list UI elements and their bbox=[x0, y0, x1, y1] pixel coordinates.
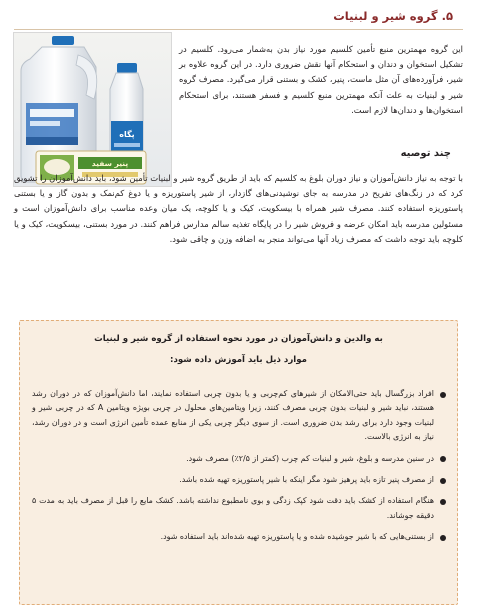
bullet-icon bbox=[440, 499, 446, 505]
bottle-brand-label: پگاه bbox=[119, 130, 135, 139]
bullet-icon bbox=[440, 392, 446, 398]
tips-list-item bbox=[32, 530, 446, 544]
bullet-icon bbox=[440, 478, 446, 484]
bullet-icon bbox=[440, 535, 446, 541]
tips-list-item-text: از بستنی‌هایی که با شیر جوشیده شده و یا پاستوریزه تهیه شده‌اند باید استفاده شود. bbox=[160, 532, 434, 542]
tips-list-item bbox=[32, 452, 446, 466]
recommendations-paragraph: با توجه به نیاز دانش‌آموزان و نیاز دوران بلوغ به کلسیم که باید از طریق گروه شیر و لبنیات تأمین شود، باید دانش‌آموزان را تشویق کرد که در زنگ‌های تفریح در مدرسه به جای نوشیدنی‌های گازدار، از شیر پاستوریزه و یا دوغ کم‌نمک و بدون گاز و یا بستنی پاستوریزه استفاده کنند. مصرف شیر همراه با بیسکویت، کیک و یا کلوچه، یک میان وعده مناسب برای دانش‌آموزان است و مسئولین مدرسه باید امکان عرضه و فروش شیر را در پایگاه تغذیه سالم مدارس فراهم کنند. در مورد بستنی، بیسکویت، کیک و یا کلوچه باید توجه داشت که مصرف زیاد آنها می‌تواند منجر به اضافه وزن و چاقی شود. bbox=[14, 173, 463, 244]
tips-list-item-text: افراد بزرگسال باید حتی‌الامکان از شیرهای کم‌چربی و یا بدون چربی استفاده نمایند، اما دانش‌آموزان که در دوران رشد هستند، نباید شیر و لبنیات بدون چربی مصرف کنند، زیرا ویتامین‌های محلول در چربی بویژه ویتامین A که در چربی شیر و لبنیات وجود دارد برای رشد بدن ضروری است. از سوی دیگر چربی یکی از منابع عمده تأمین انرژی است و در دوران رشد، نیاز به انرژی بالاست. bbox=[32, 389, 435, 442]
tips-heading-line2: موارد ذیل باید آموزش داده شود: bbox=[170, 355, 307, 365]
tips-list-item-text: هنگام استفاده از کشک باید دقت شود کپک زدگی و بوی نامطبوع نداشته باشد. کشک مایع را قبل از مصرف باید به مدت ۵ دقیقه جوشاند. bbox=[32, 496, 434, 520]
dairy-products-photo bbox=[13, 32, 172, 187]
intro-paragraph: این گروه مهمترین منبع تأمین کلسیم مورد نیاز بدن به‌شمار می‌رود. کلسیم در تشکیل استخوان و دندان و استحکام آنها نقش ضروری دارد. در این گروه علاوه بر شیر، فرآورده‌های آن مثل ماست، پنیر، کشک و بستنی قرار می‌گیرد. مصرف گروه شیر و لبنیات به علت آنکه مهمترین منبع کلسیم و فسفر هستند، برای استحکام استخوان‌ها و دندان‌ها لازم است. bbox=[179, 44, 463, 115]
dairy-products-illustration bbox=[13, 33, 171, 187]
recommendations-heading: چند توصیه bbox=[400, 148, 451, 159]
tips-heading-line1: به والدین و دانش‌آموزان در مورد نحوه استفاده از گروه شیر و لبنیات bbox=[94, 334, 383, 344]
bullet-icon bbox=[440, 456, 446, 462]
tips-list-item bbox=[32, 387, 446, 445]
section-title: ۵. گروه شیر و لبنیات bbox=[333, 9, 453, 23]
education-tips-box bbox=[19, 320, 458, 605]
tips-list-item bbox=[32, 494, 446, 523]
section-divider bbox=[14, 29, 463, 30]
tips-list-item bbox=[32, 473, 446, 487]
tips-list bbox=[32, 387, 446, 552]
tips-list-item-text: از مصرف پنیر تازه باید پرهیز شود مگر اینکه با شیر پاستوریزه تهیه شده باشد. bbox=[179, 475, 434, 485]
tips-list-item-text: در سنین مدرسه و بلوغ، شیر و لبنیات کم چرب (کمتر از ۲/۵٪) مصرف شود. bbox=[186, 453, 434, 463]
cheese-box-label: پنیر سفید bbox=[91, 159, 129, 168]
